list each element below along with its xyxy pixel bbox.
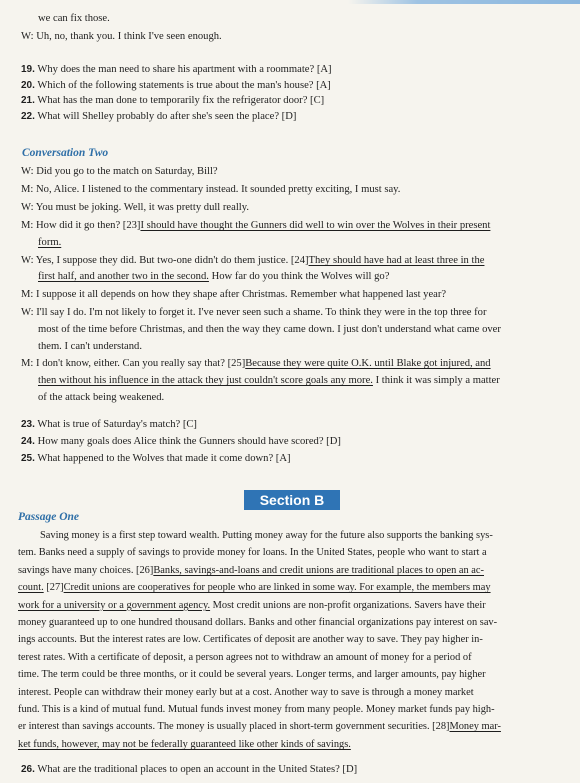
- conversation-two-line: [21, 288, 446, 302]
- conversation-two-line: [21, 357, 491, 371]
- conversation-two-line: [38, 270, 389, 284]
- conversation-two-line: [38, 391, 164, 405]
- question-text: What are the traditional places to open an account in the United States? [D]: [37, 764, 358, 775]
- underlined-answer-text: ket funds, however, may not be federally guaranteed like other kinds of savings.: [18, 738, 351, 750]
- passage-one-line: [18, 720, 501, 734]
- underlined-answer-text: first half, and another two in the second.: [38, 271, 209, 282]
- question-23-25-item: [21, 435, 341, 449]
- passage-one-line: [18, 686, 474, 700]
- passage-one-line: [18, 738, 351, 752]
- line-text: interest. People can withdraw their money early but at a cost. Another way to save is through a money market: [18, 686, 474, 698]
- line-text: them. I can't understand.: [38, 341, 142, 352]
- underlined-answer-text: Money mar-: [449, 721, 501, 733]
- conversation-two-line: [21, 254, 484, 268]
- line-text: fund. This is a kind of mutual fund. Mutual funds invest money from many people. Money market funds pay high-: [18, 704, 495, 715]
- passage-one-heading: Passage One: [18, 511, 80, 523]
- conversation-two-line: [38, 236, 61, 250]
- question-number: 21.: [21, 95, 35, 106]
- conversation-two-line: [38, 340, 142, 354]
- underlined-answer-text: work for a university or a government agency.: [18, 599, 211, 611]
- line-text: Saving money is a first step toward wealth. Putting money away for the future also supports the banking sys-: [40, 530, 493, 541]
- line-text: money guaranteed up to one hundred thousand dollars. Banks and other financial organizations pay interest on sav-: [18, 617, 498, 628]
- line-text: M: I don't know, either. Can you really say that? [25]: [21, 358, 246, 369]
- conversation-two-line: [21, 183, 400, 197]
- line-text: savings have many choices. [26]: [18, 564, 154, 576]
- underlined-answer-text: I should have thought the Gunners did well to win over the Wolves in their present: [140, 220, 491, 231]
- question-number: 26.: [21, 764, 35, 775]
- underlined-answer-text: then without his influence in the attack they just couldn't score goals any more.: [38, 375, 373, 386]
- question-text: What has the man done to temporarily fix the refrigerator door? [C]: [37, 95, 325, 106]
- conversation-two-line: [21, 219, 490, 233]
- line-text: W: Did you go to the match on Saturday, Bill?: [21, 166, 218, 177]
- question-number: 22.: [21, 110, 35, 122]
- question-19-22-item: [21, 94, 324, 108]
- conversation-two-heading: Conversation Two: [22, 147, 109, 159]
- line-text: W: Yes, I suppose they did. But two-one didn't do them justice. [24]: [21, 255, 309, 266]
- conversation-two-line: [21, 306, 487, 320]
- question-number: 23.: [21, 419, 35, 430]
- line-text: Most credit unions are non-profit organizations. Savers have their: [210, 599, 486, 611]
- line-text: most of the time before Christmas, and then the way they came down. I just don't understand what came over: [38, 324, 501, 335]
- passage-one-line: [40, 529, 493, 543]
- question-text: Why does the man need to share his apartment with a roommate? [A]: [37, 64, 332, 75]
- line-text: of the attack being weakened.: [38, 392, 165, 403]
- line-text: W: You must be joking. Well, it was pretty dull really.: [21, 202, 249, 213]
- line-text: time. The term could be three months, or it could be several years. Longer terms, and larger amounts, pay higher: [18, 669, 486, 681]
- question-23-25-item: [21, 418, 197, 432]
- underlined-answer-text: count.: [18, 582, 44, 594]
- line-text: tem. Banks need a supply of savings to provide money for loans. In the United States, people who want to start a: [18, 547, 487, 559]
- line-text: ings accounts. But the interest rates are low. Certificates of deposit are another way to save. They pay higher in-: [18, 634, 483, 646]
- conv1-line-2: W: Uh, no, thank you. I think I've seen enough.: [21, 31, 222, 42]
- line-text: M: I suppose it all depends on how they shape after Christmas. Remember what happened last year?: [21, 289, 447, 300]
- passage-one-line: [18, 546, 487, 560]
- underlined-answer-text: Credit unions are cooperatives for people who are linked in some way. For example, the members may: [63, 582, 491, 594]
- passage-one-line: [18, 651, 472, 665]
- line-text: W: I'll say I do. I'm not likely to forget it. I've never seen such a shame. To think they were in the top three for: [21, 307, 487, 318]
- line-text: terest rates. With a certificate of deposit, a person agrees not to withdraw an amount of money for a period of: [18, 651, 472, 663]
- passage-one-line: [18, 564, 484, 578]
- question-text: What will Shelley probably do after she's seen the place? [D]: [37, 110, 297, 122]
- line-text: I think it was simply a matter: [372, 375, 500, 386]
- question-number: 20.: [21, 79, 35, 91]
- section-b-badge: Section B: [244, 490, 340, 510]
- line-text: er interest than savings accounts. The money is usually placed in short-term government securities. [28]: [18, 721, 450, 733]
- conversation-two-line: [38, 323, 501, 337]
- passage-one-line: [18, 599, 486, 613]
- question-19-22-item: [21, 79, 331, 93]
- line-text: How far do you think the Wolves will go?: [208, 271, 390, 282]
- question-text: What is true of Saturday's match? [C]: [37, 419, 197, 430]
- conv1-line-1: we can fix those.: [38, 13, 110, 24]
- question-23-25-item: [21, 452, 291, 466]
- line-text: M: No, Alice. I listened to the commentary instead. It sounded pretty exciting, I must say.: [21, 184, 401, 195]
- passage-one-line: [18, 633, 483, 647]
- question-19-22-item: [21, 63, 332, 77]
- question-26-item: [21, 763, 357, 777]
- question-text: How many goals does Alice think the Gunners should have scored? [D]: [37, 436, 341, 447]
- passage-one-line: [18, 668, 486, 682]
- passage-one-line: [18, 616, 497, 630]
- question-number: 19.: [21, 64, 35, 75]
- line-text: [27]: [43, 582, 64, 594]
- conversation-two-line: [21, 165, 218, 179]
- conversation-two-line: [38, 374, 500, 388]
- underlined-answer-text: Banks, savings-and-loans and credit unions are traditional places to open an ac-: [153, 564, 484, 576]
- underlined-answer-text: Because they were quite O.K. until Blake got injured, and: [245, 358, 491, 369]
- passage-one-line: [18, 581, 491, 595]
- question-19-22-item: [21, 110, 296, 124]
- question-number: 24.: [21, 436, 35, 447]
- question-number: 25.: [21, 453, 35, 464]
- underlined-answer-text: form.: [38, 237, 62, 248]
- conversation-two-line: [21, 201, 249, 215]
- line-text: M: How did it go then? [23]: [21, 220, 141, 231]
- passage-one-line: [18, 703, 495, 717]
- underlined-answer-text: They should have had at least three in the: [308, 255, 485, 266]
- question-text: What happened to the Wolves that made it come down? [A]: [37, 453, 291, 464]
- question-text: Which of the following statements is true about the man's house? [A]: [37, 79, 331, 91]
